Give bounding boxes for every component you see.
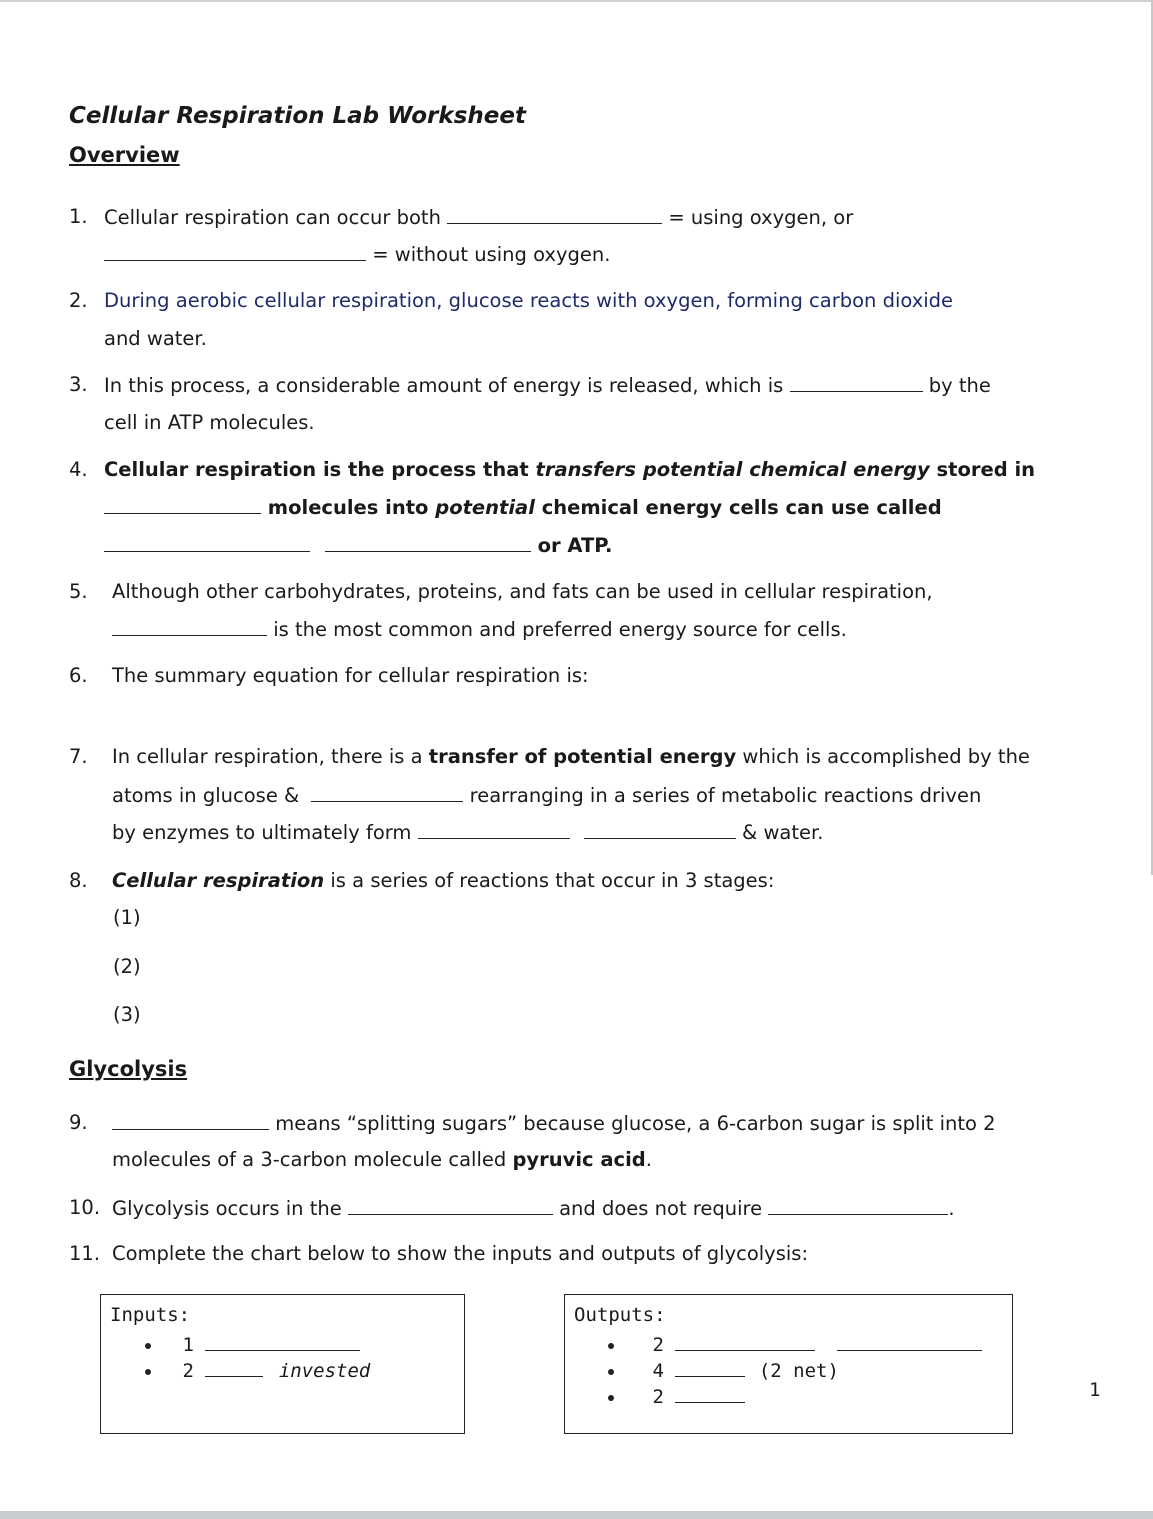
question-text-emphasis: transfer of potential energy — [428, 745, 737, 768]
question-text: is the most common and preferred energy source for cells. — [273, 618, 847, 641]
question-text-emphasis: transfers potential chemical energy — [535, 458, 930, 481]
question-10-number: 10. — [69, 1196, 101, 1219]
outputs-label: Outputs: — [574, 1304, 666, 1326]
quantity: 4 — [652, 1360, 664, 1382]
question-2-line-2: and water. — [104, 327, 207, 350]
outputs-item-2 — [608, 1358, 839, 1382]
question-9-line-1 — [112, 1111, 996, 1135]
section-overview-heading: Overview — [69, 143, 180, 167]
question-5-line-1: Although other carbohydrates, proteins, and fats can be used in cellular respiration, — [112, 580, 933, 603]
answer-blank[interactable] — [112, 617, 267, 636]
question-text: means “splitting sugars” because glucose, a 6-carbon sugar is split into 2 — [275, 1112, 996, 1135]
quantity: 1 — [182, 1334, 194, 1356]
question-2-line-1 — [104, 289, 953, 312]
question-text: is a series of reactions that occur in 3 stages: — [330, 869, 775, 892]
answer-blank[interactable] — [418, 820, 570, 839]
question-4-line-1 — [104, 458, 1035, 481]
question-3-line-1 — [104, 373, 991, 397]
answer-blank[interactable] — [837, 1332, 982, 1351]
question-text: and does not require — [559, 1197, 763, 1220]
question-text: Cellular respiration can occur both — [104, 206, 441, 229]
question-9-number: 9. — [69, 1111, 88, 1134]
question-8-line-1 — [112, 869, 774, 892]
question-4-line-2 — [104, 495, 942, 519]
question-text: In cellular respiration, there is a — [112, 745, 423, 768]
stage-2-label: (2) — [113, 955, 141, 978]
answer-blank[interactable] — [104, 495, 261, 514]
inputs-item-2 — [145, 1358, 370, 1382]
question-text: . — [948, 1197, 955, 1220]
question-7-line-1 — [112, 745, 1030, 768]
answer-blank[interactable] — [675, 1384, 745, 1403]
item-note: (2 net) — [758, 1360, 839, 1382]
question-text: Glycolysis occurs in the — [112, 1197, 342, 1220]
question-text: by enzymes to ultimately form — [112, 821, 412, 844]
inputs-box — [100, 1294, 465, 1434]
question-text: by the — [928, 374, 991, 397]
question-5-number: 5. — [69, 580, 88, 603]
answer-blank[interactable] — [311, 783, 463, 802]
question-1-line-1 — [104, 205, 853, 229]
question-7-line-3 — [112, 820, 823, 844]
inputs-label: Inputs: — [110, 1304, 191, 1326]
stage-3-label: (3) — [113, 1003, 141, 1026]
top-border — [0, 0, 1153, 2]
answer-blank[interactable] — [112, 1111, 269, 1130]
outputs-item-1 — [608, 1332, 982, 1356]
item-note: invested — [278, 1360, 371, 1382]
answer-blank[interactable] — [348, 1196, 553, 1215]
question-text: stored in — [936, 458, 1036, 481]
question-text-emphasis: Cellular respiration — [112, 869, 325, 892]
question-text: In this process, a considerable amount of energy is released, which is — [104, 374, 784, 397]
question-3-number: 3. — [69, 373, 88, 396]
answer-blank[interactable] — [104, 533, 310, 552]
question-text: which is accomplished by the — [742, 745, 1030, 768]
question-text: or ATP. — [537, 534, 613, 557]
question-text: = using oxygen, or — [668, 206, 854, 229]
answer-blank[interactable] — [325, 533, 531, 552]
question-7-line-2 — [112, 783, 981, 807]
quantity: 2 — [652, 1386, 664, 1408]
bullet-icon — [145, 1343, 151, 1349]
question-text: rearranging in a series of metabolic reactions driven — [469, 784, 982, 807]
answer-blank[interactable] — [205, 1358, 263, 1377]
question-10-line-1 — [112, 1196, 955, 1220]
quantity: 2 — [652, 1334, 664, 1356]
question-11-line-1: Complete the chart below to show the inputs and outputs of glycolysis: — [112, 1242, 809, 1265]
answer-blank[interactable] — [104, 242, 366, 261]
question-text: chemical energy cells can use called — [541, 496, 942, 519]
question-4-number: 4. — [69, 458, 88, 481]
bullet-icon — [608, 1369, 614, 1375]
worksheet-title: Cellular Respiration Lab Worksheet — [69, 103, 526, 129]
bullet-icon — [608, 1395, 614, 1401]
answer-blank[interactable] — [675, 1358, 745, 1377]
stage-1-label: (1) — [113, 906, 141, 929]
bullet-icon — [608, 1343, 614, 1349]
question-text-emphasis: pyruvic acid — [512, 1148, 646, 1171]
question-8-number: 8. — [69, 869, 88, 892]
answer-blank[interactable] — [205, 1332, 360, 1351]
outputs-box — [564, 1294, 1013, 1434]
question-text: molecules into — [267, 496, 429, 519]
question-7-number: 7. — [69, 745, 88, 768]
question-1-line-2 — [104, 242, 610, 266]
answer-blank[interactable] — [447, 205, 662, 224]
question-text: atoms in glucose & — [112, 784, 300, 807]
question-2-number: 2. — [69, 289, 88, 312]
question-text: = without using oxygen. — [372, 243, 611, 266]
question-text: & water. — [742, 821, 824, 844]
question-6-number: 6. — [69, 664, 88, 687]
question-11-number: 11. — [69, 1242, 101, 1265]
inputs-item-1 — [145, 1332, 360, 1356]
answer-blank[interactable] — [675, 1332, 815, 1351]
question-text-emphasis: potential — [435, 496, 535, 519]
question-text: molecules of a 3-carbon molecule called — [112, 1148, 507, 1171]
page-number: 1 — [1089, 1379, 1101, 1401]
answer-blank[interactable] — [790, 373, 923, 392]
bottom-bar — [0, 1511, 1153, 1519]
question-text: . — [645, 1148, 652, 1171]
outputs-item-3 — [608, 1384, 745, 1408]
section-glycolysis-heading: Glycolysis — [69, 1057, 188, 1081]
question-9-line-2 — [112, 1148, 652, 1171]
question-text: During aerobic cellular respiration, glucose reacts with oxygen, forming carbon dioxide — [104, 289, 954, 312]
answer-blank[interactable] — [584, 820, 736, 839]
question-3-line-2: cell in ATP molecules. — [104, 411, 315, 434]
question-6-line-1: The summary equation for cellular respiration is: — [112, 664, 589, 687]
question-number: 1. — [69, 205, 88, 228]
question-4-line-3 — [104, 533, 612, 557]
question-text: Cellular respiration is the process that — [104, 458, 529, 481]
answer-blank[interactable] — [768, 1196, 948, 1215]
question-5-line-2 — [112, 617, 847, 641]
bullet-icon — [145, 1369, 151, 1375]
question-1 — [69, 205, 88, 228]
quantity: 2 — [182, 1360, 194, 1382]
